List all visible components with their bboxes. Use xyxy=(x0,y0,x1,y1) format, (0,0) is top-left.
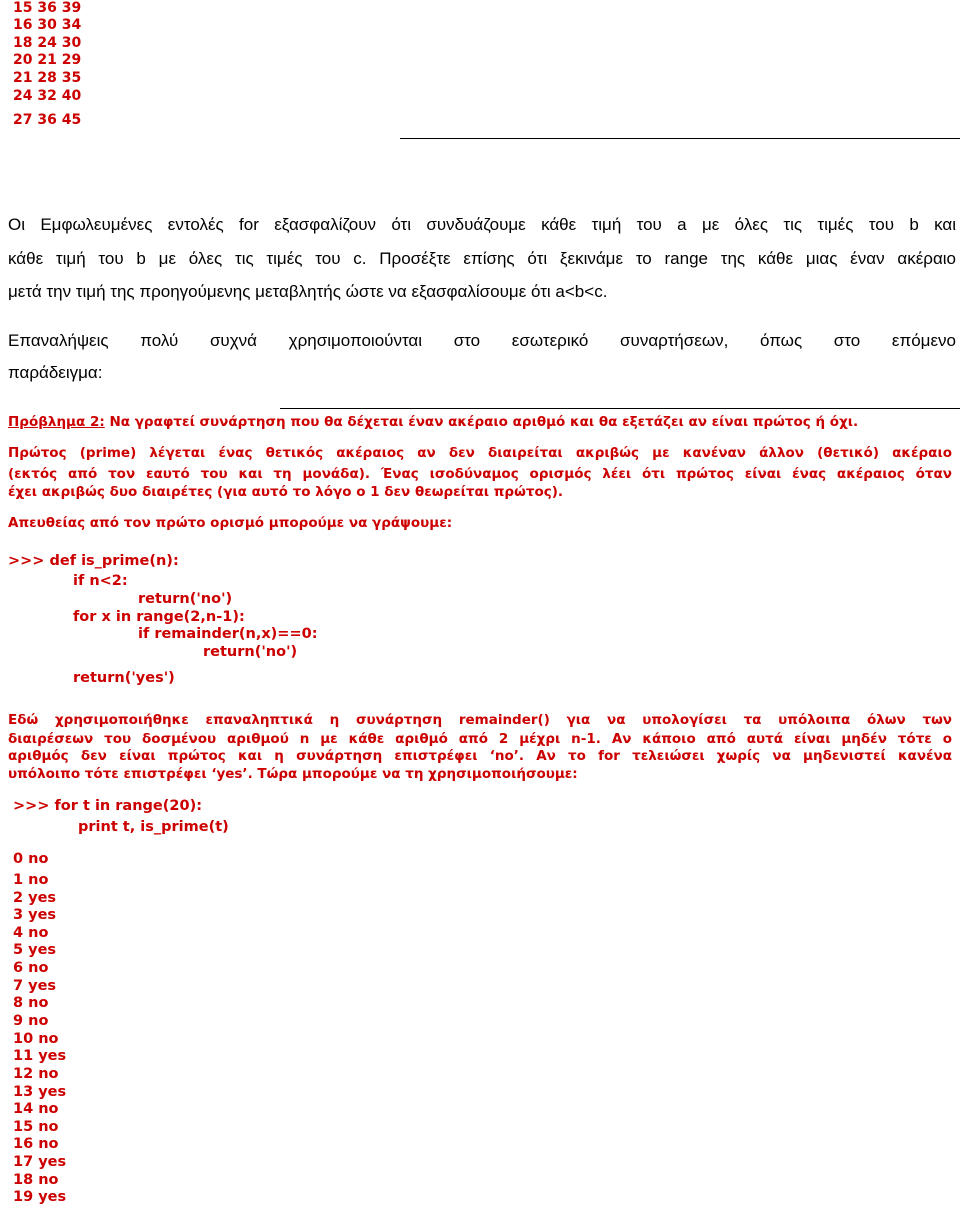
code-line: >>> def is_prime(n): xyxy=(8,553,179,569)
triple-line: 21 28 35 xyxy=(13,70,82,86)
output-line: 0 no xyxy=(13,851,49,867)
code-line: for x in range(2,n-1): xyxy=(73,609,245,625)
direct-definition-text: Απευθείας από τον πρώτο ορισμό μπορούμε να γράψουμε: xyxy=(8,515,453,531)
paragraph-line: παράδειγμα: xyxy=(8,363,103,382)
triple-line: 15 36 39 xyxy=(13,0,82,16)
paragraph-line: κάθε τιμή του b με όλες τις τιμές του c. Προσέξτε επίσης ότι ξεκινάμε το range της κάθε μιας έναν ακέραιο xyxy=(8,249,957,268)
output-line: 15 no xyxy=(13,1119,59,1135)
output-line: 10 no xyxy=(13,1031,59,1047)
output-line: 13 yes xyxy=(13,1084,67,1100)
output-line: 12 no xyxy=(13,1066,59,1082)
triple-line: 16 30 34 xyxy=(13,17,82,33)
paragraph-line: μετά την τιμή της προηγούμενης μεταβλητής ώστε να εξασφαλίσουμε ότι a<b<c. xyxy=(8,282,608,301)
triple-line: 20 21 29 xyxy=(13,52,82,68)
divider-problem xyxy=(280,408,960,409)
output-line: 19 yes xyxy=(13,1189,67,1205)
output-line: 17 yes xyxy=(13,1154,67,1170)
output-line: 16 no xyxy=(13,1136,59,1152)
output-line: 1 no xyxy=(13,872,49,888)
output-line: 11 yes xyxy=(13,1048,67,1064)
definition-line: Πρώτος (prime) λέγεται ένας θετικός ακέραιος αν δεν διαιρείται ακριβώς με κανέναν άλλον (θετικό) ακέραιο xyxy=(8,445,952,461)
code-line: if remainder(n,x)==0: xyxy=(138,626,318,642)
output-line: 9 no xyxy=(13,1013,49,1029)
explanation-line: υπόλοιπο τότε επιστρέφει ‘yes’. Τώρα μπορούμε να τη χρησιμοποιήσουμε: xyxy=(8,766,578,782)
triple-line: 18 24 30 xyxy=(13,35,82,51)
output-line: 6 no xyxy=(13,960,49,976)
output-line: 4 no xyxy=(13,925,49,941)
output-line: 14 no xyxy=(13,1101,59,1117)
explanation-line: διαιρέσεων του δοσμένου αριθμού n με κάθε αριθμό από 2 μέχρι n-1. Αν κάποιο από αυτά είναι μηδέν τότε ο xyxy=(8,731,952,747)
code-line: print t, is_prime(t) xyxy=(78,819,229,835)
paragraph-line: Επαναλήψεις πολύ συχνά χρησιμοποιούνται στο εσωτερικό συναρτήσεων, όπως στο επόμενο xyxy=(8,331,956,350)
divider-top xyxy=(400,138,960,139)
explanation-line: αριθμός δεν είναι πρώτος και η συνάρτηση επιστρέφει ‘no’. Αν το for τελειώσει χωρίς να μηδενιστεί κανένα xyxy=(8,748,952,764)
code-line: return('yes') xyxy=(73,670,175,686)
output-line: 3 yes xyxy=(13,907,57,923)
output-line: 8 no xyxy=(13,995,49,1011)
problem-statement xyxy=(8,414,858,431)
problem-text: Να γραφτεί συνάρτηση που θα δέχεται έναν ακέραιο αριθμό και θα εξετάζει αν είναι πρώτος ή όχι. xyxy=(104,414,859,430)
triple-line: 24 32 40 xyxy=(13,88,82,104)
definition-line: έχει ακριβώς δυο διαιρέτες (για αυτό το λόγο ο 1 δεν θεωρείται πρώτος). xyxy=(8,484,564,500)
paragraph-line: Οι Εμφωλευμένες εντολές for εξασφαλίζουν ότι συνδυάζουμε κάθε τιμή του a με όλες τις τιμές του b και xyxy=(8,215,956,234)
output-line: 7 yes xyxy=(13,978,57,994)
code-line: >>> for t in range(20): xyxy=(13,798,202,814)
output-line: 5 yes xyxy=(13,942,57,958)
definition-line: (εκτός από τον εαυτό του και τη μονάδα). Ένας ισοδύναμος ορισμός λέει ότι πρώτος είναι ένας ακέραιος όταν xyxy=(8,466,952,482)
code-line: return('no') xyxy=(203,644,298,660)
code-line: if n<2: xyxy=(73,573,128,589)
output-line: 18 no xyxy=(13,1172,59,1188)
triple-line: 27 36 45 xyxy=(13,112,82,128)
problem-label: Πρόβλημα 2: xyxy=(8,414,105,430)
output-line: 2 yes xyxy=(13,890,57,906)
code-line: return('no') xyxy=(138,591,233,607)
explanation-line: Εδώ χρησιμοποιήθηκε επαναληπτικά η συνάρτηση remainder() για να υπολογίσει τα υπόλοιπα όλων των xyxy=(8,712,952,728)
